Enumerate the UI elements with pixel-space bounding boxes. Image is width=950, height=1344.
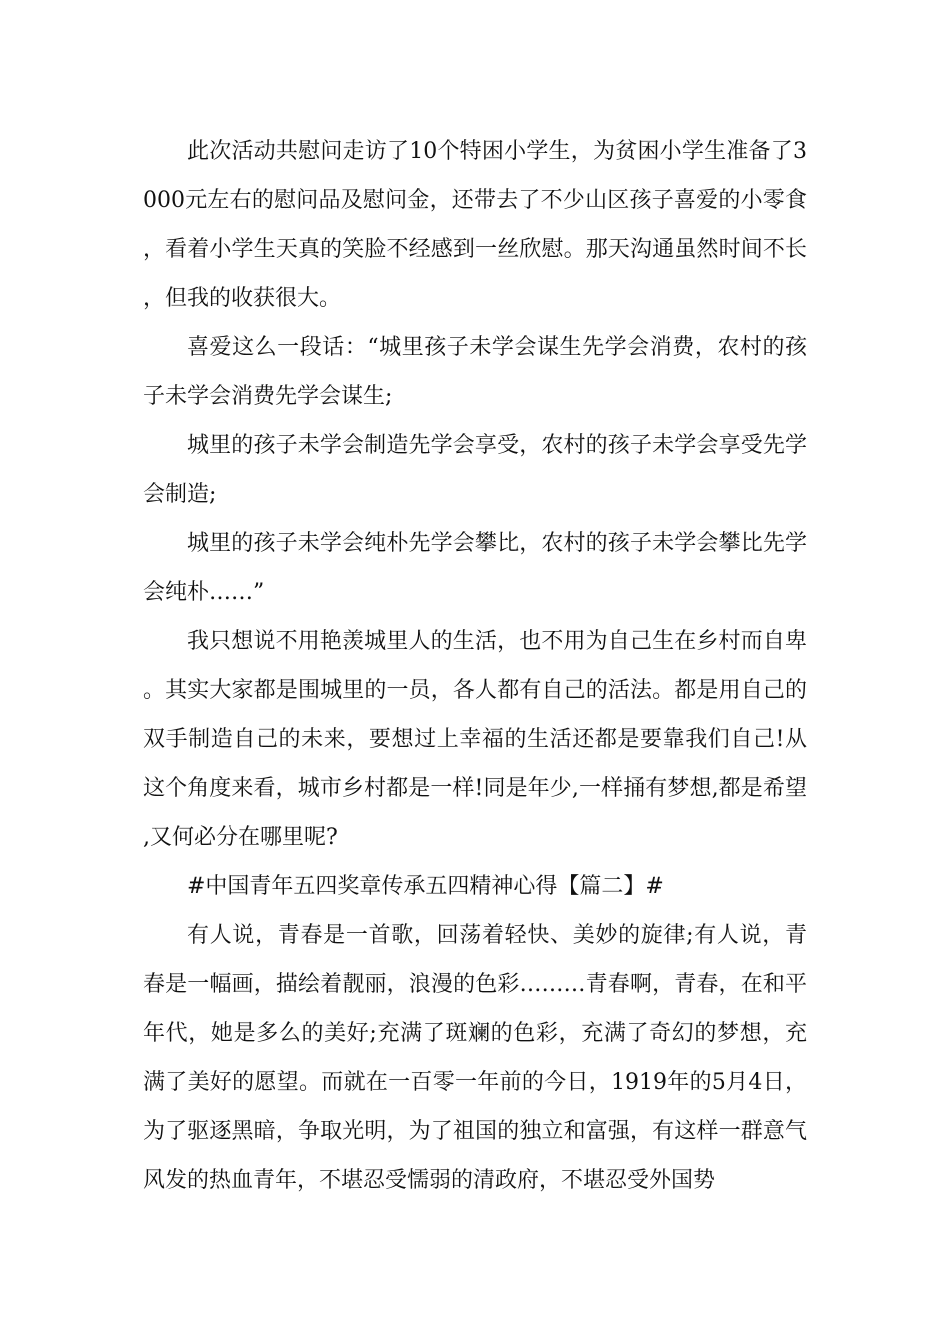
paragraph-quote-create: 城里的孩子未学会制造先学会享受，农村的孩子未学会享受先学会制造; bbox=[143, 433, 807, 507]
paragraph-visit-summary: 此次活动共慰问走访了10个特困小学生，为贫困小学生准备了3000元左右的慰问品及慰问金，还带去了不少山区孩子喜爱的小零食，看着小学生天真的笑脸不经感到一丝欣慰。那天沟通虽然时间不长，但我的收获很大。 bbox=[143, 139, 807, 311]
paragraph-reflection: 我只想说不用艳羡城里人的生活，也不用为自己生在乡村而自卑。其实大家都是围城里的一员，各人都有自己的活法。都是用自己的双手制造自己的未来，要想过上幸福的生活还都是要靠我们自己!从这个角度来看，城市乡村都是一样!同是年少,一样捅有梦想,都是希望,又何必分在哪里呢? bbox=[143, 629, 807, 850]
section-heading: #中国青年五四奖章传承五四精神心得【篇二】# bbox=[187, 874, 664, 899]
document-body bbox=[143, 127, 807, 1205]
paragraph-youth: 有人说，青春是一首歌，回荡着轻快、美妙的旋律;有人说，青春是一幅画，描绘着靓丽，浪漫的色彩………青春啊，青春，在和平年代，她是多么的美好;充满了斑斓的色彩，充满了奇幻的梦想，充满了美好的愿望。而就在一百零一年前的今日，1919年的5月4日，为了驱逐黑暗，争取光明，为了祖国的独立和富强，有这样一群意气风发的热血青年，不堪忍受懦弱的清政府，不堪忍受外国势 bbox=[143, 923, 808, 1193]
paragraph-quote-simple: 城里的孩子未学会纯朴先学会攀比，农村的孩子未学会攀比先学会纯朴……” bbox=[143, 531, 807, 605]
paragraph-quote-opening: 喜爱这么一段话：“城里孩子未学会谋生先学会消费，农村的孩子未学会消费先学会谋生; bbox=[143, 335, 807, 409]
